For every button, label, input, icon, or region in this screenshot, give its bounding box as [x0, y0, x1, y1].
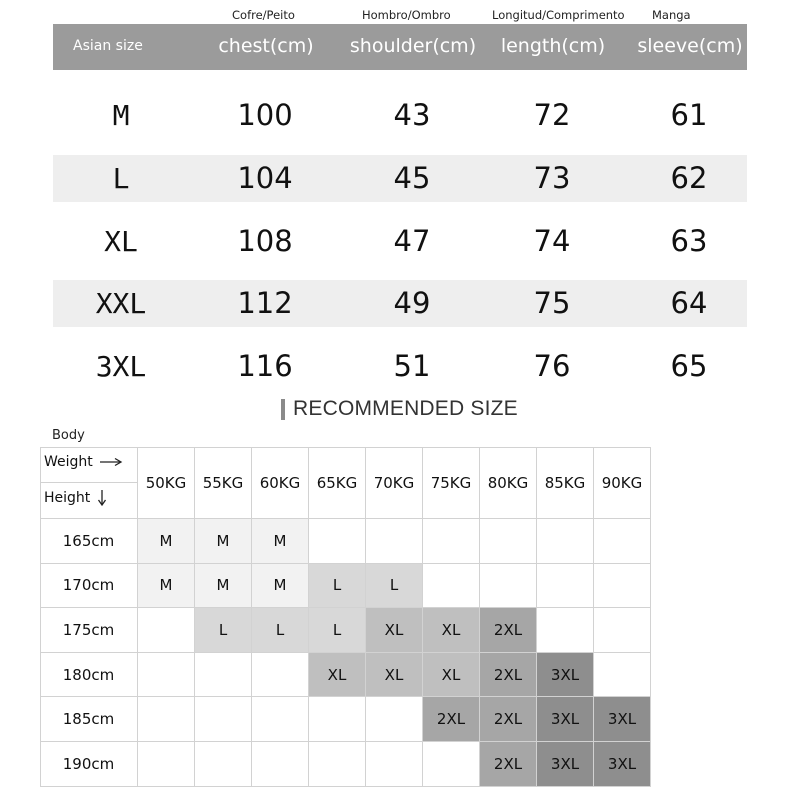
size-recommendation-cell — [252, 697, 309, 742]
size-recommendation-cell — [423, 564, 480, 609]
size-recommendation-cell: XL — [309, 653, 366, 698]
size-recommendation-cell — [537, 564, 594, 609]
size-recommendation-cell — [195, 742, 252, 787]
size-recommendation-cell: M — [252, 519, 309, 564]
weight-header-cell: 65KG — [309, 447, 366, 519]
length-cell: 72 — [533, 98, 571, 132]
sleeve-cell: 61 — [670, 98, 708, 132]
sleeve-cell: 64 — [670, 286, 708, 320]
size-recommendation-cell: M — [138, 519, 195, 564]
recommended-title-text: RECOMMENDED SIZE — [293, 397, 518, 420]
size-cell: L — [112, 162, 130, 195]
arrow-down-icon — [96, 489, 108, 507]
size-row — [53, 280, 747, 327]
length-cell: 75 — [533, 286, 571, 320]
chest-cell: 104 — [237, 161, 293, 195]
height-label: Height — [44, 490, 91, 506]
size-recommendation-cell: M — [195, 564, 252, 609]
size-row — [53, 155, 747, 202]
weight-header-cell: 55KG — [195, 447, 252, 519]
header-shoulder: shoulder(cm) — [349, 35, 477, 57]
height-label-cell: 175cm — [40, 608, 138, 653]
chest-cell: 100 — [237, 98, 293, 132]
size-recommendation-cell — [252, 653, 309, 698]
size-recommendation-cell — [537, 608, 594, 653]
weight-header-cell: 90KG — [594, 447, 651, 519]
header-chest: chest(cm) — [218, 35, 314, 57]
size-recommendation-cell: 2XL — [480, 608, 537, 653]
size-recommendation-cell — [195, 653, 252, 698]
height-label-cell: 185cm — [40, 697, 138, 742]
height-label-cell: 180cm — [40, 653, 138, 698]
size-recommendation-cell — [537, 519, 594, 564]
size-recommendation-cell: XL — [366, 653, 423, 698]
size-recommendation-cell: 2XL — [480, 653, 537, 698]
weight-header-cell: 50KG — [138, 447, 195, 519]
size-recommendation-cell: 3XL — [537, 653, 594, 698]
size-recommendation-cell — [594, 608, 651, 653]
size-recommendation-cell — [138, 742, 195, 787]
weight-axis-label — [44, 454, 123, 470]
size-table-header — [53, 24, 747, 70]
size-recommendation-cell — [594, 653, 651, 698]
size-recommendation-cell: 2XL — [480, 742, 537, 787]
chest-cell: 116 — [237, 349, 293, 383]
size-cell: XL — [104, 225, 138, 258]
weight-header-cell: 80KG — [480, 447, 537, 519]
size-recommendation-cell: L — [252, 608, 309, 653]
chest-sublabel: Cofre/Peito — [232, 8, 295, 22]
size-recommendation-cell: 3XL — [594, 697, 651, 742]
chest-cell: 108 — [237, 224, 293, 258]
size-recommendation-cell — [309, 697, 366, 742]
shoulder-sublabel: Hombro/Ombro — [362, 8, 451, 22]
header-sleeve: sleeve(cm) — [637, 35, 743, 57]
size-cell: M — [112, 99, 130, 132]
length-sublabel: Longitud/Comprimento — [492, 8, 625, 22]
size-recommendation-cell — [480, 519, 537, 564]
recommended-size-title — [281, 396, 518, 422]
title-accent-bar — [281, 399, 285, 420]
size-recommendation-cell: XL — [423, 608, 480, 653]
size-recommendation-cell: 3XL — [537, 697, 594, 742]
arrow-right-icon — [99, 457, 123, 467]
sleeve-sublabel: Manga — [652, 8, 691, 22]
size-recommendation-cell: XL — [366, 608, 423, 653]
size-recommendation-cell: 3XL — [594, 742, 651, 787]
body-label: Body — [52, 428, 85, 443]
weight-header-cell: 70KG — [366, 447, 423, 519]
shoulder-cell: 49 — [393, 286, 431, 320]
sleeve-cell: 63 — [670, 224, 708, 258]
shoulder-cell: 43 — [393, 98, 431, 132]
height-label-cell: 170cm — [40, 564, 138, 609]
size-recommendation-cell — [423, 742, 480, 787]
size-recommendation-cell: L — [195, 608, 252, 653]
size-recommendation-cell — [366, 519, 423, 564]
size-recommendation-cell: M — [195, 519, 252, 564]
size-recommendation-cell: M — [252, 564, 309, 609]
size-recommendation-cell — [138, 653, 195, 698]
height-axis-label — [44, 489, 108, 507]
size-recommendation-cell — [480, 564, 537, 609]
size-recommendation-cell: L — [309, 608, 366, 653]
grid-corner-cell — [40, 447, 138, 519]
header-asian-size: Asian size — [73, 38, 143, 54]
size-recommendation-cell — [366, 742, 423, 787]
size-recommendation-cell — [423, 519, 480, 564]
shoulder-cell: 47 — [393, 224, 431, 258]
shoulder-cell: 45 — [393, 161, 431, 195]
size-recommendation-cell — [252, 742, 309, 787]
size-recommendation-cell: 3XL — [537, 742, 594, 787]
size-row — [53, 218, 747, 265]
length-cell: 74 — [533, 224, 571, 258]
size-recommendation-cell — [138, 608, 195, 653]
corner-divider — [40, 482, 138, 483]
height-label-cell: 190cm — [40, 742, 138, 787]
chest-cell: 112 — [237, 286, 293, 320]
size-row — [53, 92, 747, 139]
weight-label: Weight — [44, 454, 93, 470]
weight-header-cell: 75KG — [423, 447, 480, 519]
size-recommendation-cell — [366, 697, 423, 742]
size-recommendation-cell — [594, 519, 651, 564]
sleeve-cell: 65 — [670, 349, 708, 383]
size-recommendation-cell — [309, 742, 366, 787]
size-recommendation-cell: L — [366, 564, 423, 609]
height-label-cell: 165cm — [40, 519, 138, 564]
size-recommendation-cell: 2XL — [423, 697, 480, 742]
weight-header-cell: 60KG — [252, 447, 309, 519]
length-cell: 73 — [533, 161, 571, 195]
size-recommendation-cell — [195, 697, 252, 742]
size-recommendation-cell: XL — [423, 653, 480, 698]
size-row — [53, 343, 747, 390]
size-cell: XXL — [95, 287, 147, 320]
size-cell: 3XL — [95, 350, 147, 383]
weight-header-cell: 85KG — [537, 447, 594, 519]
size-recommendation-cell: M — [138, 564, 195, 609]
size-recommendation-cell: 2XL — [480, 697, 537, 742]
size-recommendation-cell — [594, 564, 651, 609]
size-recommendation-cell: L — [309, 564, 366, 609]
size-recommendation-cell — [309, 519, 366, 564]
size-recommendation-cell — [138, 697, 195, 742]
shoulder-cell: 51 — [393, 349, 431, 383]
sleeve-cell: 62 — [670, 161, 708, 195]
length-cell: 76 — [533, 349, 571, 383]
header-length: length(cm) — [500, 35, 606, 57]
